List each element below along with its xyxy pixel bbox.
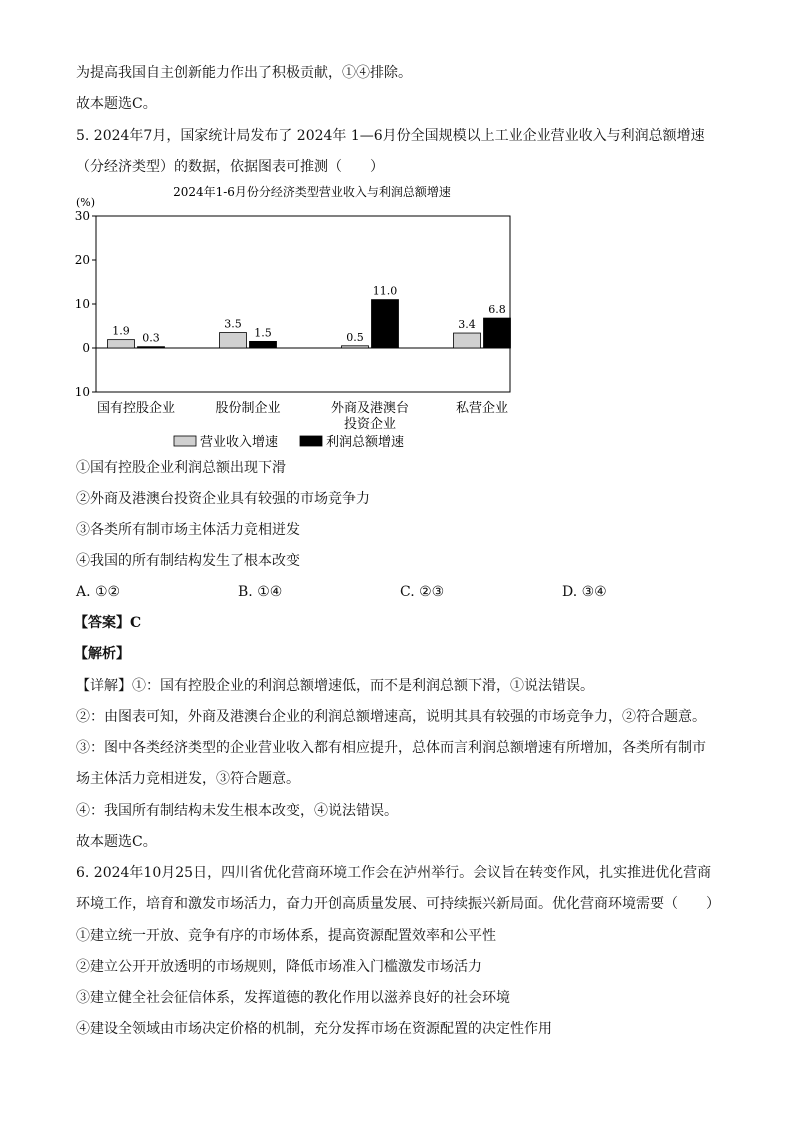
answer-line: 【答案】C	[74, 615, 142, 631]
question-6-statement: ④建设全领域由市场决定价格的机制，充分发挥市场在资源配置的决定性作用	[76, 1021, 552, 1037]
question-6-statement: ②建立公开开放透明的市场规则，降低市场准入门槛激发市场活力	[76, 959, 482, 975]
chart-title: 2024年1-6月份分经济类型营业收入与利润总额增速	[173, 185, 451, 199]
x-category-label: 国有控股企业	[96, 401, 176, 416]
question-6-stem-line: 6. 2024年10月25日，四川省优化营商环境工作会在泸州举行。会议旨在转变作风，扎实推进优化营商	[76, 865, 712, 881]
x-category-label-line2: 投资企业	[343, 417, 397, 432]
text-line: 为提高我国自主创新能力作出了积极贡献，①④排除。	[76, 65, 412, 81]
analysis-line: 【详解】①：国有控股企业的利润总额增速低，而不是利润总额下滑，①说法错误。	[76, 678, 594, 694]
bar-profit-growth	[250, 341, 277, 348]
bar-data-label: 0.5	[346, 330, 364, 344]
analysis-line: ③：图中各类经济类型的企业营业收入都有相应提升，总体而言利润总额增速有所增加，各类所有制市	[76, 740, 706, 756]
text-line: 故本题选C。	[76, 96, 157, 112]
y-tick-label: 10	[74, 297, 90, 311]
option-b[interactable]: B. ①④	[238, 584, 283, 600]
x-category-label: 股份制企业	[215, 401, 281, 416]
statement-4: ④我国的所有制结构发生了根本改变	[76, 553, 300, 569]
bar-revenue-growth	[342, 346, 369, 348]
bar-data-label: 3.4	[458, 318, 476, 332]
option-d[interactable]: D. ③④	[562, 584, 607, 600]
statement-2: ②外商及港澳台投资企业具有较强的市场竞争力	[76, 491, 370, 507]
growth-bar-chart	[0, 180, 794, 450]
bar-revenue-growth	[220, 333, 247, 348]
bar-data-label: 1.5	[254, 326, 272, 340]
y-tick-label: 30	[74, 209, 90, 223]
legend-label: 利润总额增速	[326, 435, 405, 450]
legend-swatch	[174, 436, 196, 446]
question-6-stem-line: 环境工作，培育和激发市场活力，奋力开创高质量发展、可持续振兴新局面。优化营商环境需要（ ）	[76, 896, 720, 912]
y-axis-label: (%)	[76, 196, 96, 209]
bar-profit-growth	[484, 318, 511, 348]
option-c[interactable]: C. ②③	[400, 584, 445, 600]
bar-data-label: 0.3	[142, 331, 160, 345]
x-category-label: 外商及港澳台	[330, 401, 410, 416]
question-5-stem-line: （分经济类型）的数据，依据图表可推测（ ）	[76, 159, 384, 175]
question-6-statement: ①建立统一开放、竞争有序的市场体系，提高资源配置效率和公平性	[76, 928, 496, 944]
bar-data-label: 11.0	[372, 284, 398, 298]
question-6-statement: ③建立健全社会征信体系，发挥道德的教化作用以滋养良好的社会环境	[76, 990, 510, 1006]
bar-profit-growth	[138, 347, 165, 348]
y-tick-label: 20	[74, 253, 90, 267]
plot-frame	[96, 216, 510, 392]
legend-label: 营业收入增速	[200, 435, 279, 450]
legend-swatch	[300, 436, 322, 446]
bar-data-label: 1.9	[112, 324, 130, 338]
question-5-stem-line: 5. 2024年7月，国家统计局发布了 2024年 1—6月份全国规模以上工业企业营业收入与利润总额增速	[76, 128, 705, 144]
analysis-heading: 【解析】	[74, 646, 130, 662]
analysis-line: ②：由图表可知，外商及港澳台企业的利润总额增速高，说明其具有较强的市场竞争力，②符合题意。	[76, 709, 706, 725]
bar-revenue-growth	[454, 333, 481, 348]
bar-revenue-growth	[108, 340, 135, 348]
y-tick-label: 10	[74, 385, 90, 399]
statement-1: ①国有控股企业利润总额出现下滑	[76, 460, 286, 476]
bar-data-label: 3.5	[224, 317, 242, 331]
analysis-line: 场主体活力竞相迸发，③符合题意。	[76, 771, 300, 787]
x-category-label: 私营企业	[455, 401, 509, 416]
analysis-line: 故本题选C。	[76, 834, 157, 850]
y-tick-label: 0	[82, 341, 90, 355]
analysis-line: ④：我国所有制结构未发生根本改变，④说法错误。	[76, 803, 398, 819]
bar-profit-growth	[372, 300, 399, 348]
statement-3: ③各类所有制市场主体活力竞相迸发	[76, 522, 300, 538]
bar-data-label: 6.8	[488, 303, 506, 317]
option-a[interactable]: A. ①②	[76, 584, 121, 600]
